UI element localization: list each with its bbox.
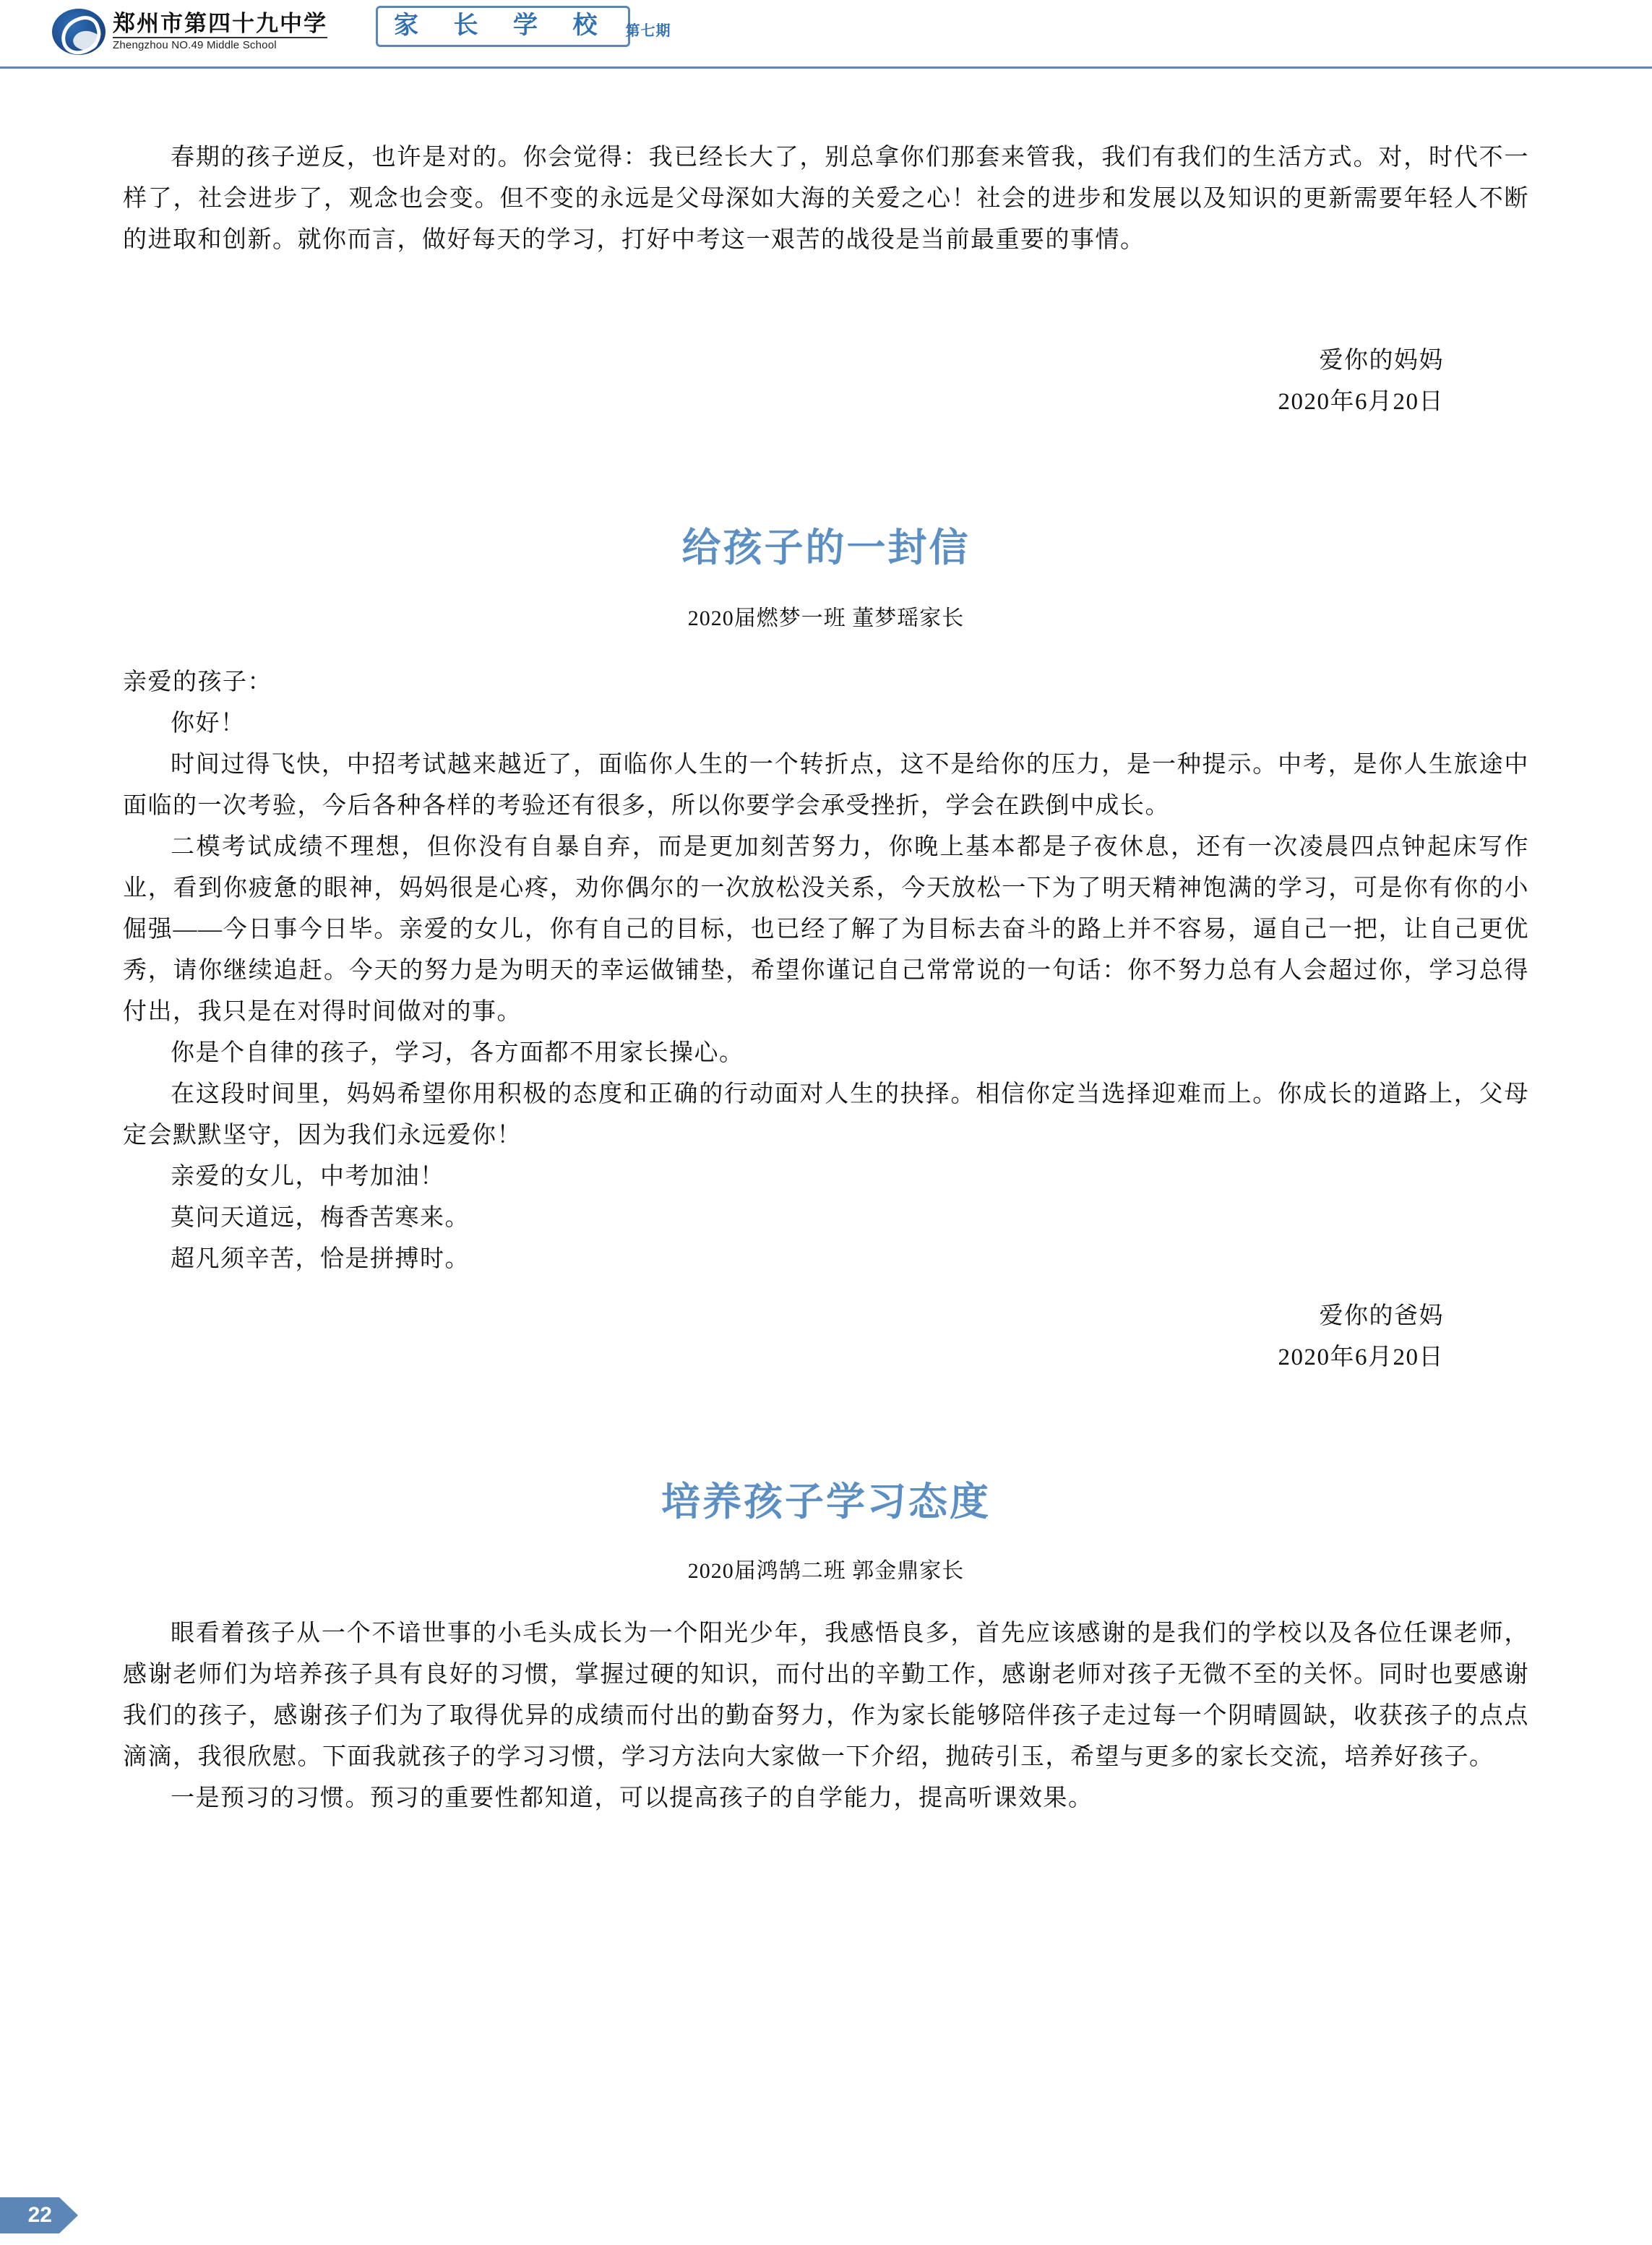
article-title: 给孩子的一封信 — [681, 526, 971, 570]
signature: 爱你的爸妈 — [1319, 1303, 1444, 1329]
article-letter-to-child — [123, 423, 1529, 1378]
paragraph: 二模考试成绩不理想，但你没有自暴自弃，而是更加刻苦努力，你晚上基本都是子夜休息，还有一次凌晨四点钟起床写作业，看到你疲惫的眼神，妈妈很是心疼，劝你偶尔的一次放松没关系，今天放松一下为了明天精神饱满的学习，可是你有你的小倔强——今日事今日毕。亲爱的女儿，你有自己的目标，也已经了解了为目标去奋斗的路上并不容易，逼自己一把，让自己更优秀，请你继续追赶。今天的努力是为明天的幸运做铺垫，希望你谨记自己常常说的一句话：你不努力总有人会超过你，学习总得付出，我只是在对得时间做对的事。 — [123, 834, 1529, 1025]
publication-title: 家 长 学 校 — [376, 6, 630, 47]
publication-banner — [376, 6, 671, 47]
signature-date: 2020年6月20日 — [1278, 1344, 1444, 1370]
page-number: 22 — [0, 2197, 59, 2233]
article-title: 培养孩子学习态度 — [661, 1480, 991, 1524]
article-byline: 2020届燃梦一班 董梦瑶家长 — [687, 606, 965, 630]
paragraph: 春期的孩子逆反，也许是对的。你会觉得：我已经长大了，别总拿你们那套来管我，我们有我们的生活方式。对，时代不一样了，社会进步了，观念也会变。但不变的永远是父母深如大海的关爱之心！社会的进步和发展以及知识的更新需要年轻人不断的进取和创新。就你而言，做好每天的学习，打好中考这一艰苦的战役是当前最重要的事情。 — [123, 145, 1529, 253]
article-continuation — [123, 68, 1529, 423]
paragraph: 莫问天道远，梅香苦寒来。 — [171, 1205, 470, 1231]
paragraph: 亲爱的女儿，中考加油！ — [171, 1164, 445, 1190]
paragraph: 时间过得飞快，中招考试越来越近了，面临你人生的一个转折点，这不是给你的压力，是一种提示。中考，是你人生旅途中面临的一次考验，今后各种各样的考验还有很多，所以你要学会承受挫折，学会在跌倒中成长。 — [123, 752, 1529, 819]
signature: 爱你的妈妈 — [1319, 348, 1444, 374]
school-name-en: Zhengzhou NO.49 Middle School — [113, 37, 327, 51]
paragraph: 在这段时间里，妈妈希望你用积极的态度和正确的行动面对人生的抉择。相信你定当选择迎难而上。你成长的道路上，父母定会默默坚守，因为我们永远爱你！ — [123, 1081, 1529, 1149]
paragraph: 超凡须辛苦，恰是拼搏时。 — [171, 1246, 470, 1272]
paragraph: 你好！ — [171, 711, 246, 737]
salutation: 亲爱的孩子： — [123, 669, 272, 695]
page-content — [0, 68, 1652, 1819]
school-name-block — [113, 12, 327, 51]
school-logo — [52, 6, 327, 58]
page-footer — [0, 2183, 1652, 2245]
signature-date: 2020年6月20日 — [1278, 389, 1444, 415]
paragraph: 你是个自律的孩子，学习，各方面都不用家长操心。 — [171, 1040, 744, 1066]
school-name-cn: 郑州市第四十九中学 — [113, 10, 327, 36]
page-number-arrow-icon — [59, 2197, 78, 2233]
paragraph: 眼看着孩子从一个不谙世事的小毛头成长为一个阳光少年，我感悟良多，首先应该感谢的是我们的学校以及各位任课老师，感谢老师们为培养孩子具有良好的习惯，掌握过硬的知识，而付出的辛勤工作，感谢老师对孩子无微不至的关怀。同时也要感谢我们的孩子，感谢孩子们为了取得优异的成绩而付出的勤奋努力，作为家长能够陪伴孩子走过每一个阴晴圆缺，收获孩子的点点滴滴，我很欣慰。下面我就孩子的学习习惯，学习方法向大家做一下介绍，抛砖引玉，希望与更多的家长交流，培养好孩子。 — [123, 1621, 1529, 1770]
school-emblem-icon — [52, 9, 106, 55]
page-header — [0, 0, 1652, 68]
publication-issue: 第七期 — [625, 23, 671, 40]
paragraph: 一是预习的习惯。预习的重要性都知道，可以提高孩子的自学能力，提高听课效果。 — [171, 1785, 1093, 1811]
article-byline: 2020届鸿鹄二班 郭金鼎家长 — [687, 1559, 965, 1583]
article-cultivate-attitude — [123, 1378, 1529, 1819]
